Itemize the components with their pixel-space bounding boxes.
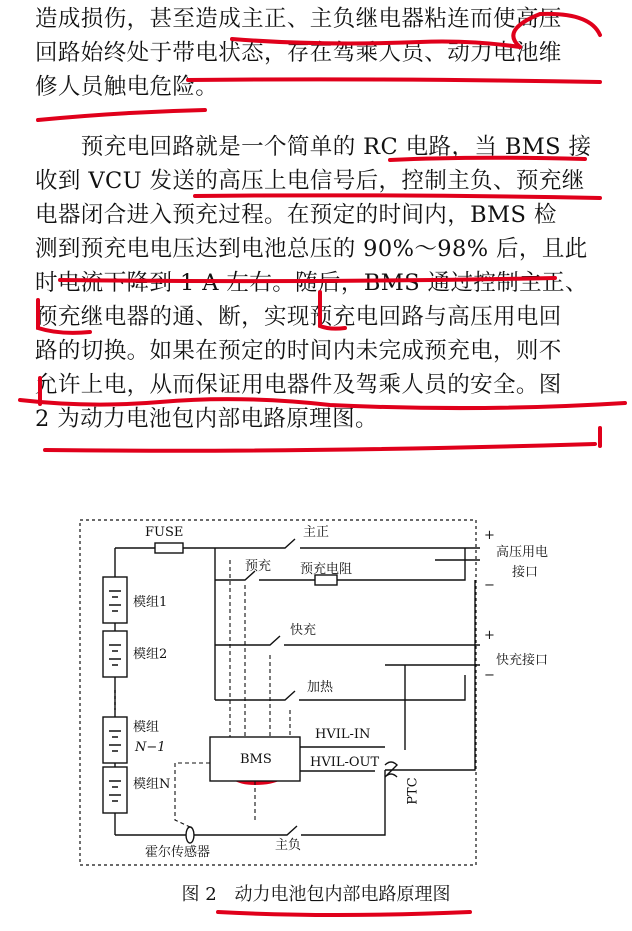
module-1-label: 模组1 bbox=[133, 595, 168, 610]
module-n1-label: 模组 bbox=[133, 720, 160, 735]
annotation-underline bbox=[390, 158, 585, 160]
module-n1-index: N−1 bbox=[135, 740, 166, 755]
minus-sign: − bbox=[484, 578, 495, 593]
fuse-label: FUSE bbox=[145, 525, 184, 540]
annotation-underline bbox=[195, 195, 600, 198]
text-line: 路的切换。如果在预定的时间内未完成预充电，则不 bbox=[35, 338, 562, 364]
heating-label: 加热 bbox=[307, 680, 334, 695]
hv-port-label: 高压用电 bbox=[496, 545, 549, 560]
hall-sensor-symbol bbox=[186, 827, 194, 843]
main-positive-label: 主正 bbox=[303, 525, 330, 540]
text-line: 造成损伤，甚至造成主正、主负继电器粘连而使高压 bbox=[35, 6, 562, 32]
annotation-underline bbox=[60, 278, 555, 281]
fuse-symbol bbox=[155, 543, 183, 553]
module-2-label: 模组2 bbox=[133, 647, 168, 662]
heating-switch bbox=[215, 691, 295, 700]
annotation-underline bbox=[20, 399, 625, 408]
pack-outline bbox=[80, 520, 476, 865]
plus-sign: + bbox=[484, 628, 495, 643]
hvil-out-label: HVIL-OUT bbox=[310, 755, 380, 770]
text-line: 测到预充电电压达到电池总压的 90%～98% 后，且此 bbox=[35, 236, 588, 262]
module-box bbox=[103, 631, 127, 677]
annotation-bracket bbox=[38, 300, 90, 333]
minus-sign: − bbox=[484, 668, 495, 683]
annotation-underline bbox=[232, 39, 520, 47]
annotation-bracket bbox=[320, 292, 345, 329]
fast-charge-switch bbox=[215, 636, 280, 645]
circuit-diagram bbox=[75, 515, 480, 870]
main-negative-switch bbox=[115, 826, 297, 835]
fast-port-label: 快充接口 bbox=[496, 653, 549, 668]
text-line: 预充电回路就是一个简单的 RC 电路，当 BMS 接 bbox=[35, 134, 592, 160]
annotation-underline bbox=[38, 110, 205, 120]
module-box bbox=[103, 577, 127, 623]
circuit-drawing bbox=[75, 515, 480, 870]
text-line: 2 为动力电池包内部电路原理图。 bbox=[35, 406, 378, 432]
hall-sensor-label: 霍尔传感器 bbox=[145, 845, 211, 860]
annotation-underline bbox=[45, 444, 595, 451]
text-line: 回路始终处于带电状态，存在驾乘人员、动力电池维 bbox=[35, 40, 562, 66]
ptc-label: PTC bbox=[405, 777, 421, 805]
hvil-in-label: HVIL-IN bbox=[315, 727, 371, 742]
text-line: 允许上电，从而保证用电器件及驾乘人员的安全。图 bbox=[35, 372, 562, 398]
annotation-underline bbox=[218, 912, 470, 915]
figure-title: 动力电池包内部电路原理图 bbox=[234, 884, 451, 905]
module-box bbox=[103, 767, 127, 813]
text-line: 修人员触电危险。 bbox=[35, 74, 219, 100]
hv-port-label-2: 接口 bbox=[512, 565, 539, 580]
precharge-label: 预充 bbox=[245, 559, 272, 574]
text-line: 预充继电器的通、断，实现预充电回路与高压用电回 bbox=[35, 304, 562, 330]
text-line: 时电流下降到 1 A 左右。随后，BMS 通过控制主正、 bbox=[35, 270, 588, 296]
bms-label: BMS bbox=[240, 752, 272, 767]
figure-caption bbox=[0, 880, 632, 906]
text-line: 收到 VCU 发送的高压上电信号后，控制主负、预充继 bbox=[35, 168, 585, 194]
fast-charge-label: 快充 bbox=[290, 623, 317, 638]
annotation-underline bbox=[188, 79, 600, 82]
annotation-loop bbox=[513, 14, 600, 47]
text-line: 电器闭合进入预充过程。在预定的时间内，BMS 检 bbox=[35, 202, 557, 228]
module-n-label: 模组N bbox=[133, 777, 171, 792]
module-box bbox=[103, 717, 127, 763]
main-positive-switch bbox=[183, 539, 295, 548]
figure-number: 图 2 bbox=[181, 884, 217, 905]
precharge-resistor-label: 预充电阻 bbox=[300, 562, 353, 577]
main-negative-label: 主负 bbox=[275, 838, 302, 853]
plus-sign: + bbox=[484, 528, 495, 543]
